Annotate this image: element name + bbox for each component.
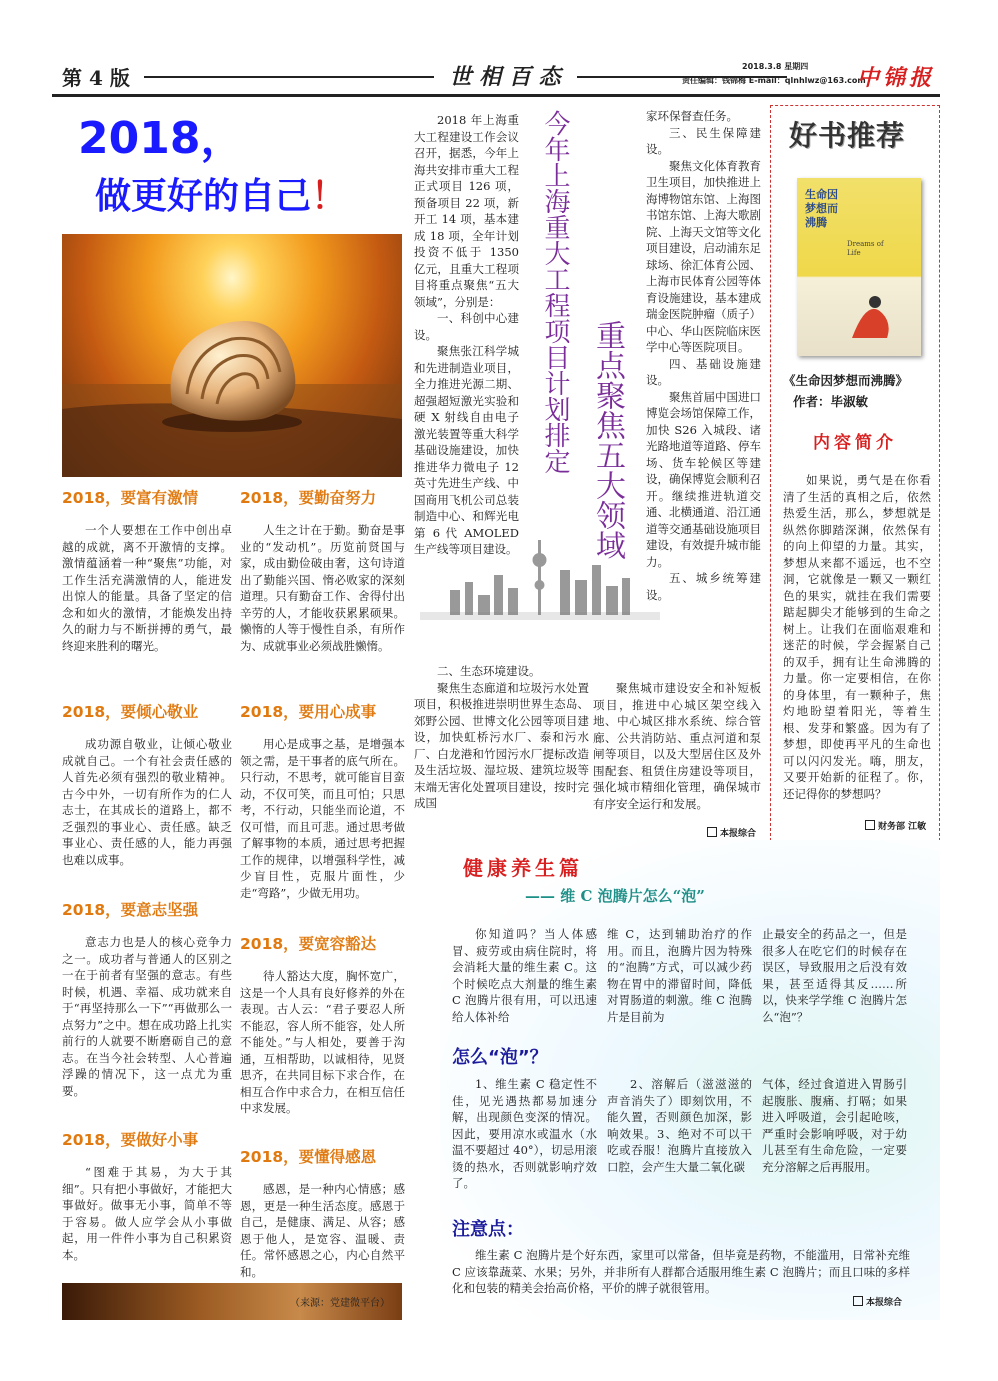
section-passion — [62, 486, 232, 654]
shanghai-bottom-left — [414, 663, 589, 812]
book-header: 好书推荐 — [789, 119, 906, 152]
health-col1-text: 你知道吗？当人体感冒、疲劳或由病住院时，将会消耗大量的维生素 C。这个时候吃点大剂量的维生素 C 泡腾片很有用，可以迅速给人体补给 — [452, 927, 597, 1024]
shanghai-title-2: 重点聚焦五大领域 — [590, 320, 625, 560]
shanghai-col3 — [646, 108, 761, 603]
how-col3-text: 气体，经过食道进入胃肠引起腹胀、腹痛、打嗝；如果进入呼吸道，会引起呛咳，严重时会影响呼吸，对于幼儿甚至有生命危险，一定要充分溶解之后再服用。 — [762, 1077, 907, 1174]
cover-figure-icon — [837, 278, 907, 348]
cover-subtitle: Dreams of Life — [847, 240, 884, 257]
health-col1 — [452, 926, 597, 1025]
shanghai-sub5: 五、城乡统筹建设。 — [646, 571, 761, 602]
section-title: 2018，要用心成事 — [240, 703, 377, 721]
health-title: 健康养生篇 — [463, 856, 583, 880]
shanghai-col3-a: 家环保督查任务。 — [646, 109, 738, 123]
how-col3 — [762, 1076, 907, 1175]
shanghai-sub1: 一、科创中心建设。 — [414, 311, 519, 342]
header-rule-left — [144, 76, 434, 78]
section-title: 2018，要做好小事 — [62, 1131, 199, 1149]
headline-main — [95, 168, 347, 219]
edition-label: 第 4 版 — [62, 66, 130, 90]
shanghai-sub5-text: 聚焦城市建设安全和补短板项目，推进中心城区架空线入地、中心城区排水系统、综合管廊、公共消防站、重点河道和泵闸等项目，以及大型居住区及外围配套、租赁住房建设等项目，强化城市精细化管理，确保城市有序安全运行和发展。 — [593, 681, 761, 811]
book-title: 《生命因梦想而沸腾》 — [783, 373, 909, 388]
book-intro — [783, 472, 931, 802]
shanghai-sub3-text: 聚焦文化体育教育卫生项目，加快推进上海博物馆东馆、上海图书馆东馆、上海大歌剧院、上海天文馆等文化项目建设，启动浦东足球场、徐汇体育公园、上海市民体育公园等体育设施建设，基本建成瑞金医院肿瘤（质子）中心、华山医院临床医学中心等医院项目。 — [646, 158, 761, 354]
section-text: 感恩，是一种内心情感；感恩，更是一种生活态度。感恩于自己，是健康、满足、从容；感恩于他人，是宽容、温暖、责任。常怀感恩之心，内心自然平和。 — [240, 1182, 405, 1279]
section-title: 2018，要宽容豁达 — [240, 935, 377, 953]
section-diligence — [240, 486, 405, 654]
health-col2 — [607, 926, 752, 1025]
section-mindful — [240, 700, 405, 901]
section-text: 成功源自敬业，让倾心敬业成就自己。一个有社会责任感的人首先必须有强烈的敬业精神。古今中外，一切有所作为的仁人志士，在其成长的道路上，都不乏强烈的事业心、责任感。缺乏事业心、责任感的人，能力再强也难以成事。 — [62, 737, 232, 867]
issue-date: 2018.3.8 星期四 — [742, 62, 809, 71]
source-credit: （来源：党建微平台） — [290, 1298, 390, 1309]
book-source: 财务部 江敏 — [865, 819, 926, 832]
shanghai-col1 — [414, 112, 519, 558]
cover-title: 生命因梦想而沸腾 — [805, 188, 838, 229]
section-text: 意志力也是人的核心竞争力之一。成功者与普通人的区别之一在于前者有坚强的意志。有些时候，机遇、幸福、成功就来自于“再坚持那么一下”“再做那么一点努力”之中。想在成功路上扎实前行的人就要不断磨砺自己的意志。在当今社会转型、人心普遍浮躁的情况下，这一点尤为重要。 — [62, 935, 232, 1098]
note-text: 维生素 C 泡腾片是个好东西，家里可以常备，但毕竟是药物，不能滥用，日常补充维 C 应该靠蔬菜、水果；另外，并非所有人群都合适服用维生素 C 泡腾片；而且口味的多样化和包装的精美会抬高价格，平价的牌子就很管用。 — [452, 1248, 910, 1295]
how-title: 怎么“泡”？ — [452, 1047, 548, 1068]
section-title: 2018，要懂得感恩 — [240, 1148, 377, 1166]
book-intro-title: 内容简介 — [813, 433, 897, 453]
shanghai-sub4-text: 聚焦首届中国进口博览会场馆保障工作，加快 S26 入城段、诸光路地道等道路、停车场、货车轮候区等建设，确保博览会顺利召开。继续推进轨道交通、北横通道、沿江通道等交通基础设施项目建设，有效提升城市能力。 — [646, 389, 761, 569]
shanghai-sub4: 四、基础设施建设。 — [646, 356, 761, 387]
note-title: 注意点： — [452, 1219, 524, 1240]
shanghai-title-1: 今年上海重大工程项目计划排定 — [540, 110, 570, 474]
section-dedication — [62, 700, 232, 868]
section-text: 待人豁达大度，胸怀宽广，这是一个人具有良好修养的外在表现。古人云：“君子要忍人所不能忍，容人所不能容，处人所不能处。”与人相处，要善于沟通，互相帮助，以诚相待，见贤思齐，在共同目标下求合作，在相互合作中求合力，在相互信任中求发展。 — [240, 969, 405, 1115]
shanghai-sub1-text: 聚焦张江科学城和先进制造业项目，全力推进光源二期、超强超短激光实验和硬 X 射线自由电子激光装置等重大科学基础设施建设，加快推进华力微电子 12 英寸先进生产线、中国商用飞机公司总装制造中心、和辉光电第 6 代 AMOLED 生产线等项目建设。 — [414, 344, 519, 556]
health-col3 — [762, 926, 907, 1025]
masthead — [52, 58, 940, 98]
how-col2 — [607, 1076, 752, 1175]
how-col1-text: 1、维生素 C 稳定性不佳，见光遇热都易加速分解，出现颜色变深的情况。因此，要用凉水或温水（水温不要超过 40°），切忌用滚烫的热水，否则就影响疗效了。 — [452, 1077, 597, 1190]
editor-credit: 责任编辑：钱锦梅 E-mail：qlnhlwz@163.com — [682, 76, 866, 85]
skyline-illustration — [420, 520, 660, 650]
headline-year: 2018， — [78, 113, 245, 164]
health-col2-text: 维 C，达到辅助治疗的作用。而且，泡腾片因为特殊的“泡腾”方式，可以减少药物在胃中的滞留时间，降低对胃肠道的刺激。维 C 泡腾片是目前为 — [607, 927, 752, 1024]
section-willpower — [62, 898, 232, 1099]
shanghai-bottom-right — [593, 680, 761, 812]
section-text: 人生之计在于勤。勤奋是事业的“发动机”。历览前贤国与家，成由勤俭破由奢，这句诗道出了勤能兴国、惰必败家的深刻道理。只有勤奋工作、舍得付出辛劳的人，才能收获累累硕果。懒惰的人等于慢性自杀，有所作为、成就事业必须战胜懒惰。 — [240, 523, 405, 653]
book-box — [770, 105, 940, 841]
paper-name: 中锦报 — [857, 65, 936, 91]
section-title: 2018，要意志坚强 — [62, 901, 199, 919]
headline-excl: ！ — [311, 176, 348, 217]
shanghai-sub2: 二、生态环境建设。 — [437, 664, 541, 678]
how-col1 — [452, 1076, 597, 1192]
header-bottom-rule — [52, 94, 940, 97]
note-body — [452, 1247, 910, 1297]
shanghai-sub2-text: 聚焦生态廊道和垃圾污水处置项目，积极推进崇明世界生态岛、郊野公园、世博文化公园等项目建设，加快虹桥污水厂、泰和污水厂、白龙港和竹园污水厂提标改造及生活垃圾、湿垃圾、建筑垃圾等末端无害化处置项目建设，按时完成国 — [414, 680, 589, 810]
section-text: 一个人要想在工作中创出卓越的成就，离不开激情的支撑。激情蕴涵着一种“聚焦”功能，对工作生活充满激情的人，能进发出惊人的能量。具备了坚定的信念和如火的激情，才能焕发出持久的耐力与不断拼搏的勇气，最终迎来胜利的曙光。 — [62, 523, 232, 653]
section-title: 2018，要勤奋努力 — [240, 489, 377, 507]
shanghai-sub3: 三、民生保障建设。 — [646, 125, 761, 156]
shanghai-source: 本报综合 — [707, 826, 756, 839]
section-tolerance — [240, 932, 405, 1117]
headline-text: 做更好的自己 — [95, 176, 312, 217]
seashell-photo — [62, 234, 402, 477]
health-col3-text: 止最安全的药品之一，但是很多人在吃它们的时候存在误区，导致服用之后没有效果，甚至适得其反……所以，快来学学维 C 泡腾片怎么“泡”？ — [762, 927, 907, 1024]
book-intro-text: 如果说，勇气是在你看清了生活的真相之后，依然热爱生活，那么，梦想就是纵然你脚踏深渊，依然保有的向上仰望的力量。其实，梦想从来都不遥远，也不空洞，它就像是一颗又一颗红色的果实，就挂在我们需要踮起脚尖才能够到的生命之树上。让我们在面临艰难和迷茫的时候，学会握紧自己的双手，拥有让生命沸腾的力量。你一定要相信，在你的身体里，有一颗种子，焦灼地盼望着阳光，等着生根、发芽和繁盛。因为有了梦想，即使再平凡的生命也可以闪闪发光。嗨，朋友，又要开始新的征程了。你，还记得你的梦想吗？ — [783, 473, 931, 801]
section-text: “图难于其易，为大于其细”。只有把小事做好，才能把大事做好。做事无小事，简单不等于容易。做人应学会从小事做起，用一件件小事为自己积累资本。 — [62, 1165, 232, 1262]
section-small-things — [62, 1128, 232, 1263]
section-title: 2018，要倾心敬业 — [62, 703, 199, 721]
health-subtitle: —— 维 C 泡腾片怎么“泡” — [525, 887, 705, 905]
section-text: 用心是成事之基，是增强本领之需，是干事者的底气所在。只行动，不思考，就可能盲目蛮动，不仅可笑，而且可怕；只思考，不行动，只能坐而论道，不仅可惜，而且可悲。通过思考做了解事物的本质，通过思考把握工作的规律，以增强科学性，减少盲目性，克服片面性，少走“弯路”，少做无用功。 — [240, 737, 405, 900]
section-gratitude — [240, 1145, 405, 1280]
section-title: 2018，要富有激情 — [62, 489, 199, 507]
book-cover — [797, 178, 921, 356]
book-author: 作者：毕淑敏 — [793, 394, 869, 409]
shanghai-intro: 2018 年上海重大工程建设工作会议召开，据悉，今年上海共安排市重大工程正式项目 126 项，预备项目 22 项，新开工 14 项，基本建成 18 项，全年计划投资不低于 1350 亿元，且重大工程项目将重点聚焦“五大领域”，分别是： — [414, 113, 519, 309]
how-col2-text: 2、溶解后（滋滋滋的声音消失了）即刻饮用，不能久置，否则颜色加深，影响效果。3、绝对不可以干吃或吞服！泡腾片直接放入口腔，会产生大量二氧化碳 — [607, 1077, 752, 1174]
health-source: 本报综合 — [853, 1295, 902, 1308]
section-name: 世 相 百 态 — [449, 64, 561, 90]
